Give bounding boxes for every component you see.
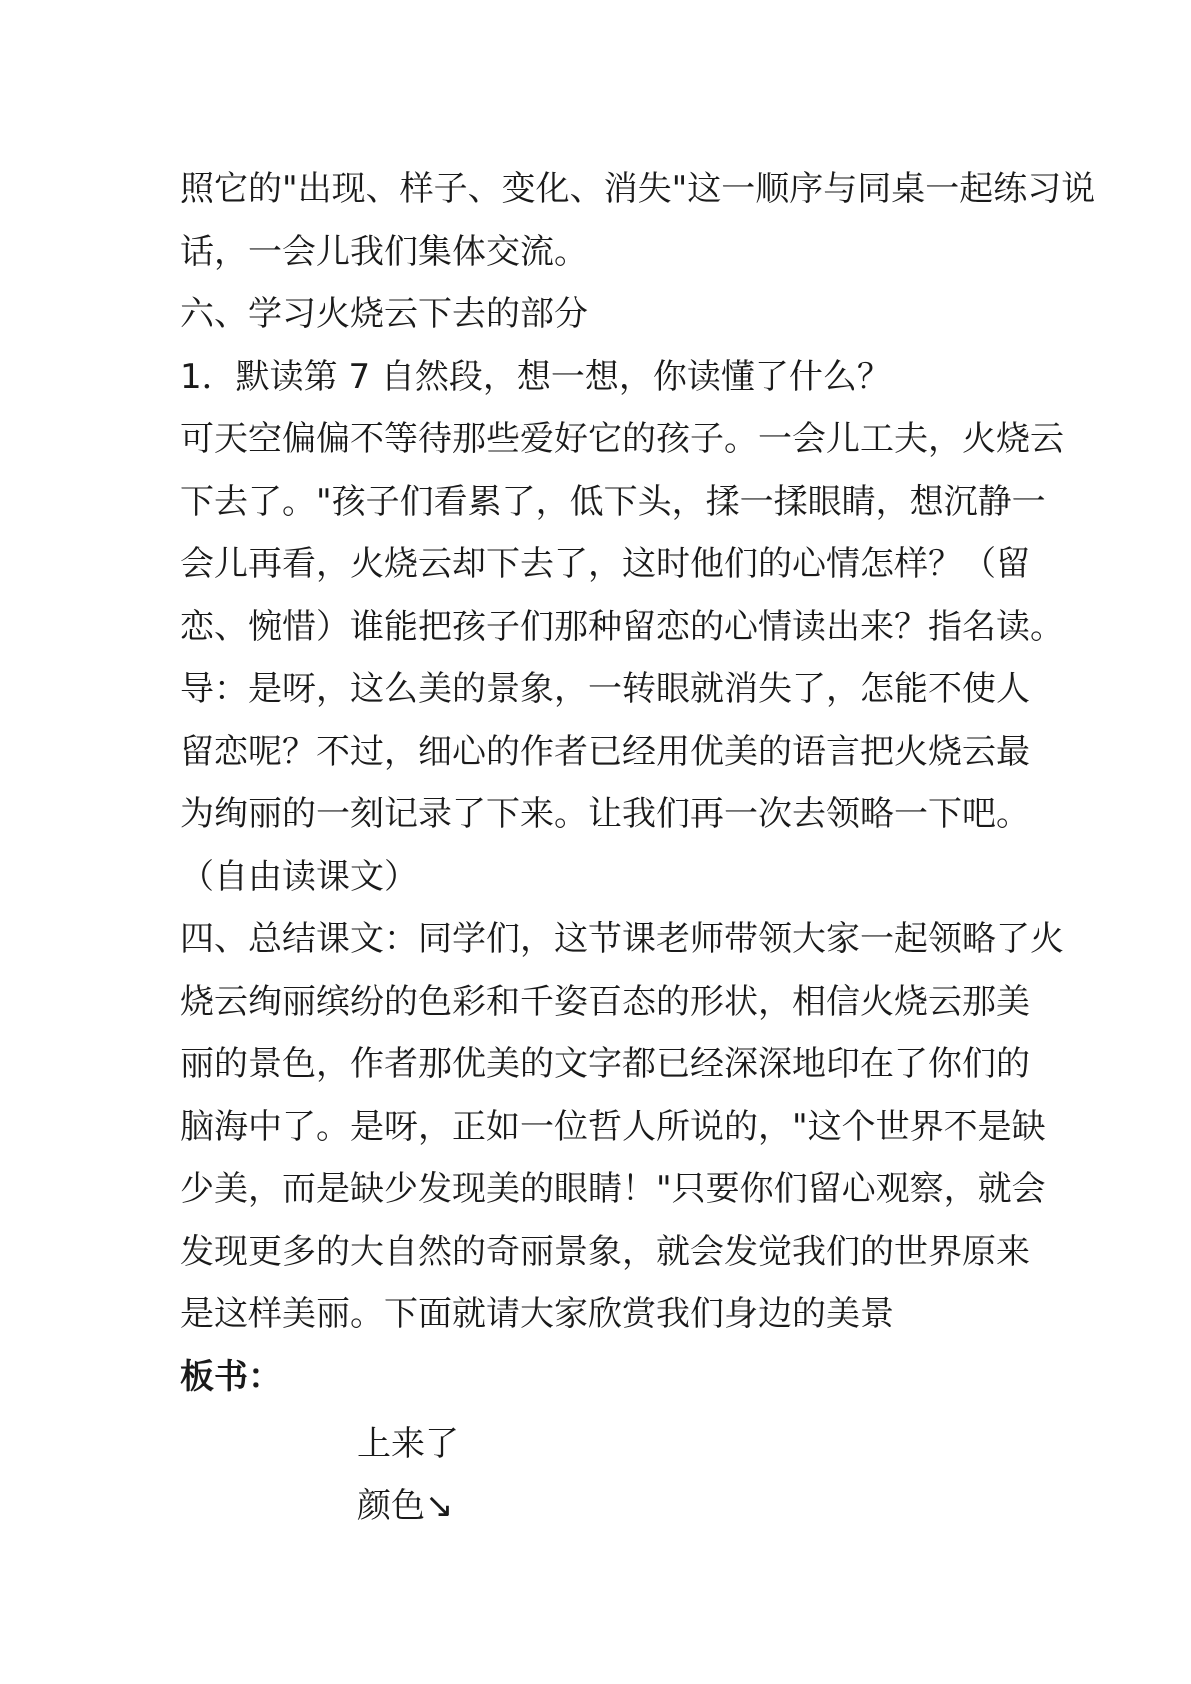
board-item: 上来了 bbox=[357, 1424, 459, 1464]
question-line: 1．默读第 7 自然段，想一想，你读懂了什么？ bbox=[180, 356, 891, 397]
paragraph-line: 可天空偏偏不等待那些爱好它的孩子。一会儿工夫，火烧云 bbox=[180, 419, 1064, 459]
paragraph-line: 导：是呀，这么美的景象，一转眼就消失了，怎能不使人 bbox=[180, 669, 1030, 709]
paragraph-line: 烧云绚丽缤纷的色彩和千姿百态的形状，相信火烧云那美 bbox=[180, 981, 1030, 1022]
paragraph-line: 会儿再看，火烧云却下去了，这时他们的心情怎样？（留 bbox=[180, 544, 1030, 584]
paragraph-line: 留恋呢？不过，细心的作者已经用优美的语言把火烧云最 bbox=[180, 731, 1030, 772]
paragraph-line: 脑海中了。是呀，正如一位哲人所说的，"这个世界不是缺 bbox=[180, 1106, 1046, 1147]
blackboard-outline bbox=[357, 1413, 459, 1537]
paragraph-line: 照它的"出现、样子、变化、消失"这一顺序与同桌一起练习说 bbox=[180, 169, 1096, 209]
board-heading: 板书： bbox=[180, 1356, 282, 1397]
paragraph-line: （自由读课文） bbox=[180, 856, 418, 897]
section-heading: 六、学习火烧云下去的部分 bbox=[180, 294, 588, 334]
paragraph-line: 发现更多的大自然的奇丽景象，就会发觉我们的世界原来 bbox=[180, 1231, 1030, 1272]
paragraph-line: 是这样美丽。下面就请大家欣赏我们身边的美景 bbox=[180, 1294, 894, 1334]
paragraph-line: 丽的景色，作者那优美的文字都已经深深地印在了你们的 bbox=[180, 1044, 1030, 1084]
paragraph-line: 话，一会儿我们集体交流。 bbox=[180, 231, 588, 272]
board-item: 颜色↘ bbox=[357, 1486, 454, 1526]
paragraph-line: 下去了。"孩子们看累了，低下头，揉一揉眼睛，想沉静一 bbox=[180, 481, 1046, 522]
paragraph-line: 为绚丽的一刻记录了下来。让我们再一次去领略一下吧。 bbox=[180, 794, 1030, 834]
paragraph-line: 恋、惋惜）谁能把孩子们那种留恋的心情读出来？指名读。 bbox=[180, 606, 1064, 647]
document-body bbox=[180, 158, 1096, 1408]
paragraph-line: 少美，而是缺少发现美的眼睛！"只要你们留心观察，就会 bbox=[180, 1169, 1046, 1209]
section-heading: 四、总结课文：同学们，这节课老师带领大家一起领略了火 bbox=[180, 919, 1064, 959]
